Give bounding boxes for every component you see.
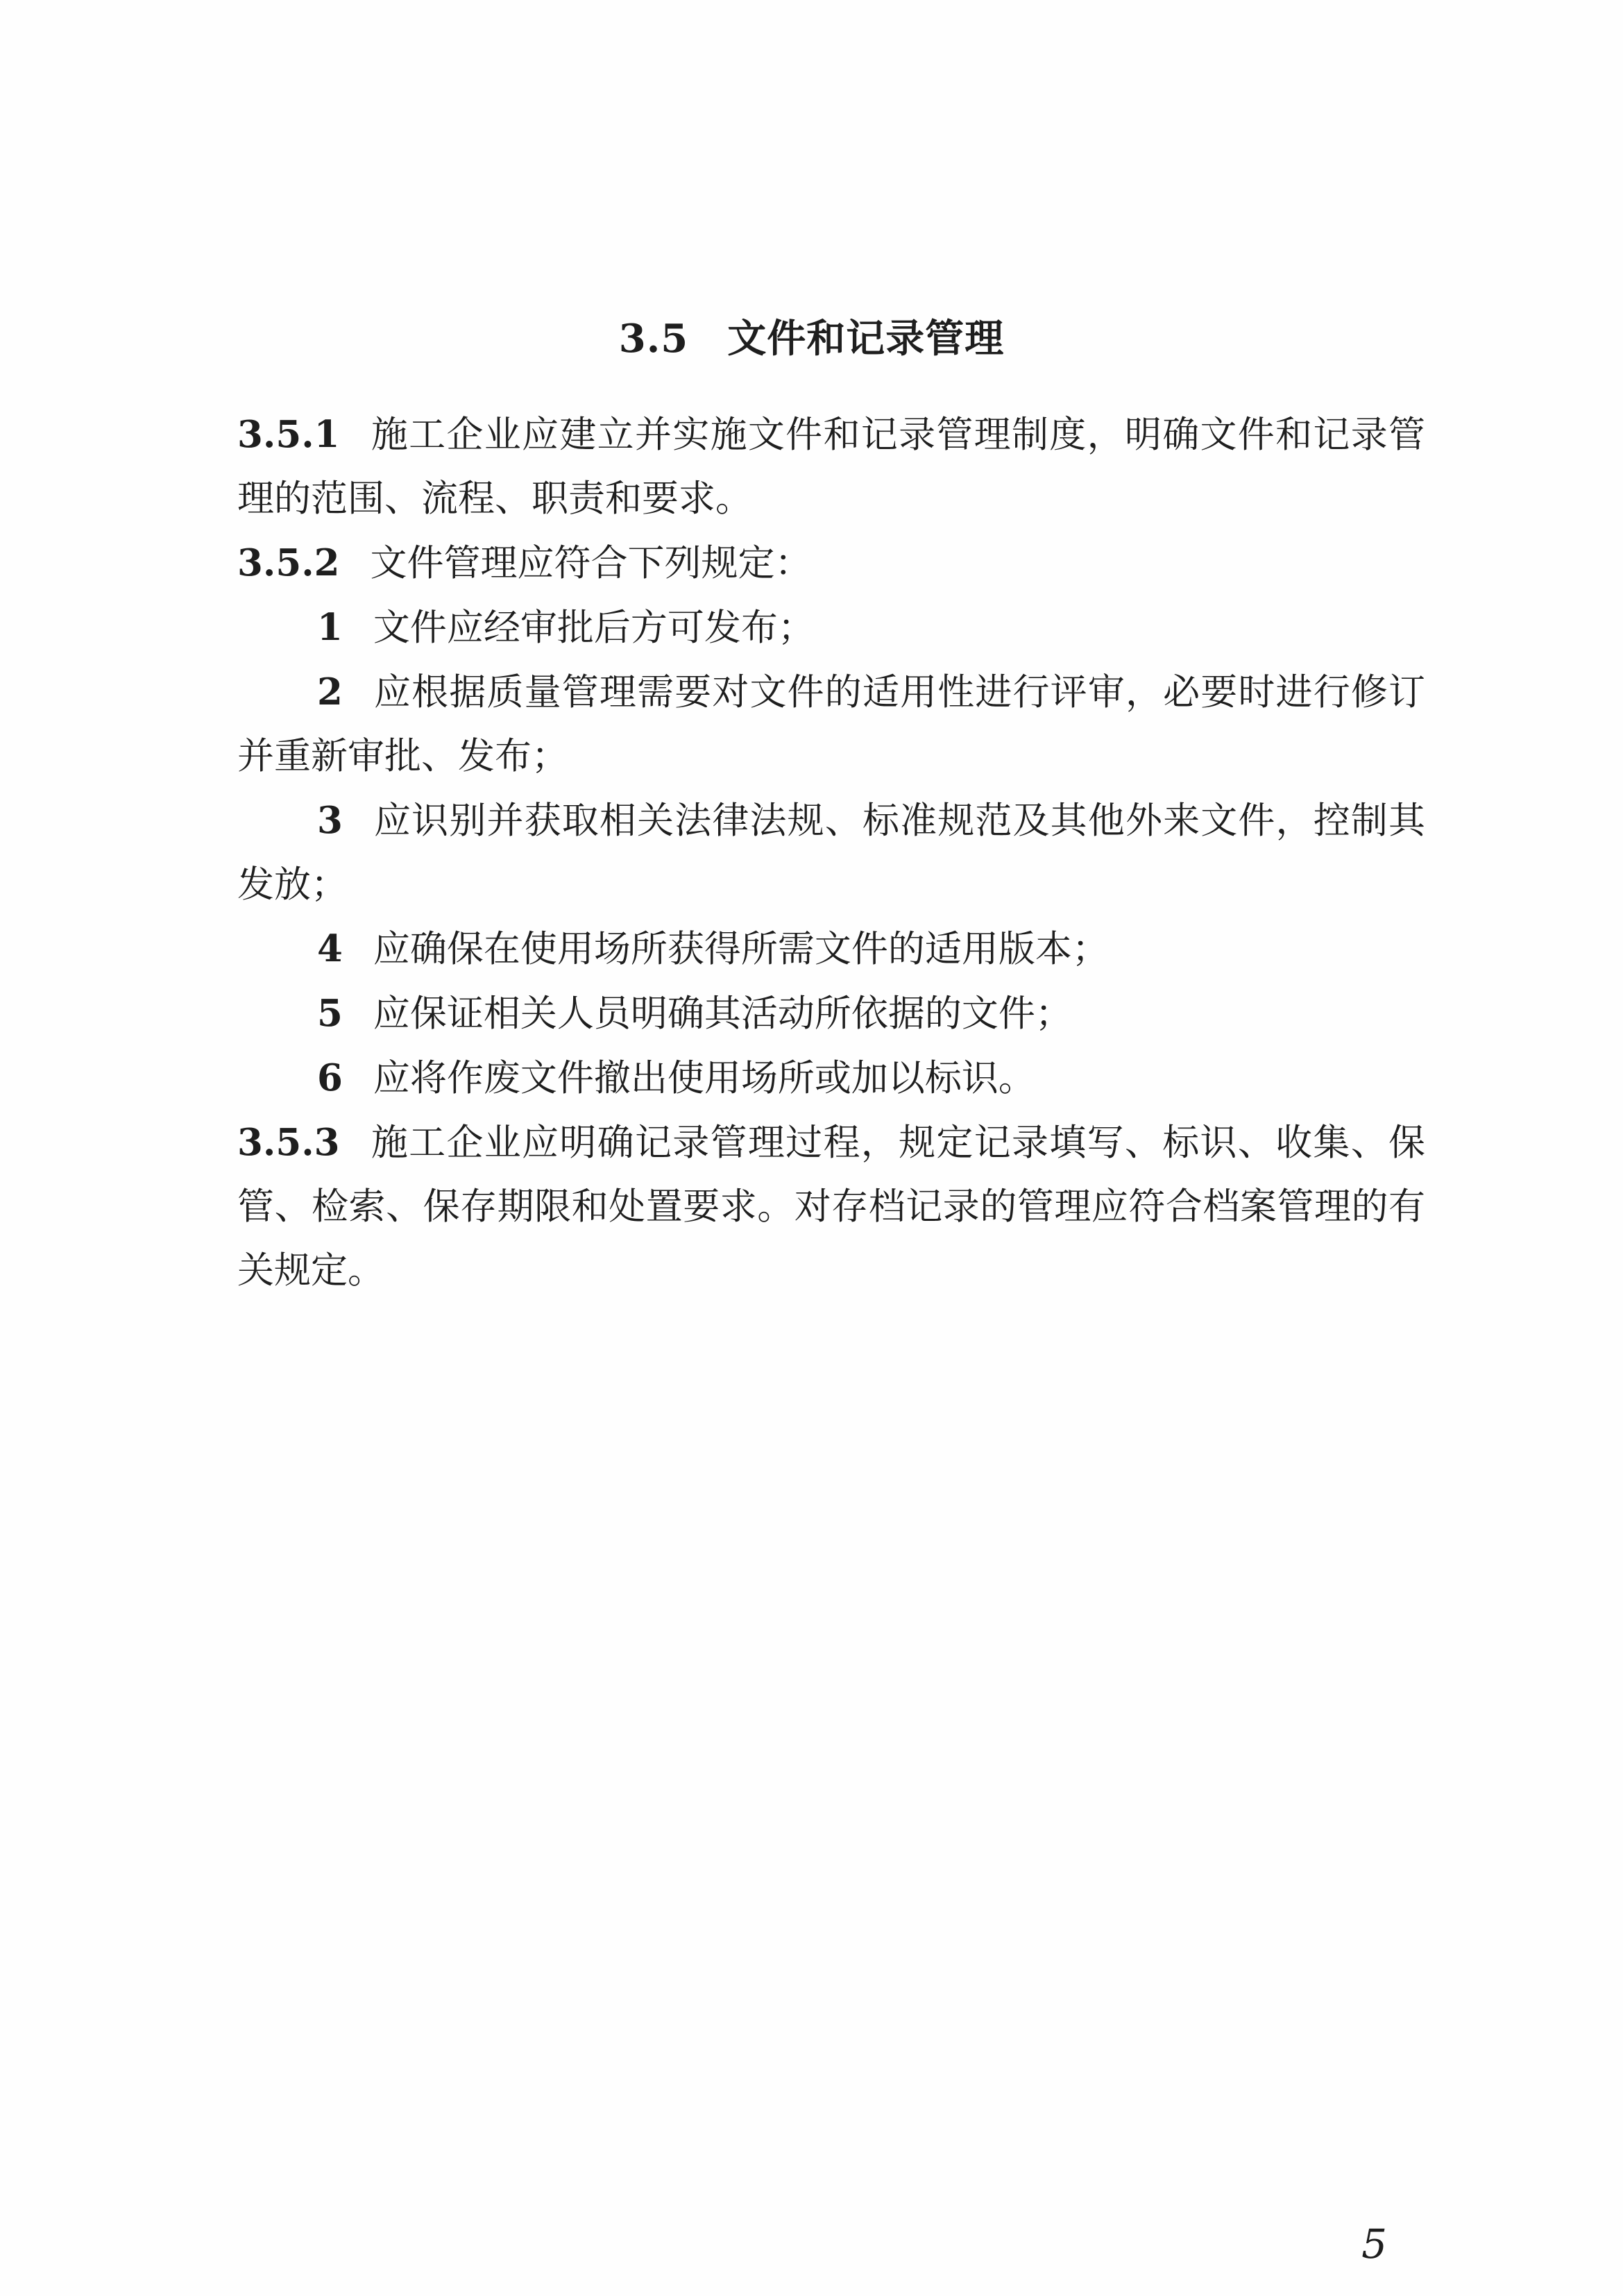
clause-text: 施工企业应建立并实施文件和记录管理制度，明确文件和记录管理的范围、流程、职责和要求。 xyxy=(237,414,1425,520)
item-text: 应保证相关人员明确其活动所依据的文件； xyxy=(373,993,1072,1035)
clause-3-5-2 xyxy=(237,531,1425,596)
clause-text: 施工企业应明确记录管理过程，规定记录填写、标识、收集、保管、检索、保存期限和处置要求。对存档记录的管理应符合档案管理的有关规定。 xyxy=(237,1122,1425,1292)
clause-3-5-3 xyxy=(237,1111,1425,1303)
clause-number: 3.5.2 xyxy=(237,541,340,584)
page-number: 5 xyxy=(1361,2220,1387,2268)
clause-number: 3.5.3 xyxy=(237,1121,340,1164)
list-item xyxy=(237,981,1425,1046)
list-item xyxy=(237,1046,1425,1111)
item-text: 应确保在使用场所获得所需文件的适用版本； xyxy=(373,928,1109,970)
list-item xyxy=(237,660,1425,788)
section-title: 文件和记录管理 xyxy=(727,316,1005,362)
clause-text: 文件管理应符合下列规定： xyxy=(370,542,812,584)
item-number: 4 xyxy=(317,927,343,970)
clause-number: 3.5.1 xyxy=(237,413,340,456)
item-number: 3 xyxy=(317,799,343,842)
item-number: 1 xyxy=(317,606,343,649)
item-text: 应将作废文件撤出使用场所或加以标识。 xyxy=(373,1057,1035,1099)
list-item xyxy=(237,596,1425,660)
section-number: 3.5 xyxy=(618,316,689,362)
item-number: 5 xyxy=(317,992,343,1035)
item-number: 2 xyxy=(317,670,343,714)
clause-3-5-1 xyxy=(237,403,1425,531)
item-text: 文件应经审批后方可发布； xyxy=(373,607,815,649)
list-item xyxy=(237,917,1425,981)
item-text: 应根据质量管理需要对文件的适用性进行评审，必要时进行修订并重新审批、发布； xyxy=(237,671,1425,777)
item-text: 应识别并获取相关法律法规、标准规范及其他外来文件，控制其发放； xyxy=(237,800,1425,906)
section-heading xyxy=(0,311,1623,366)
list-item xyxy=(237,788,1425,917)
item-number: 6 xyxy=(317,1056,343,1099)
document-body xyxy=(237,403,1425,1303)
